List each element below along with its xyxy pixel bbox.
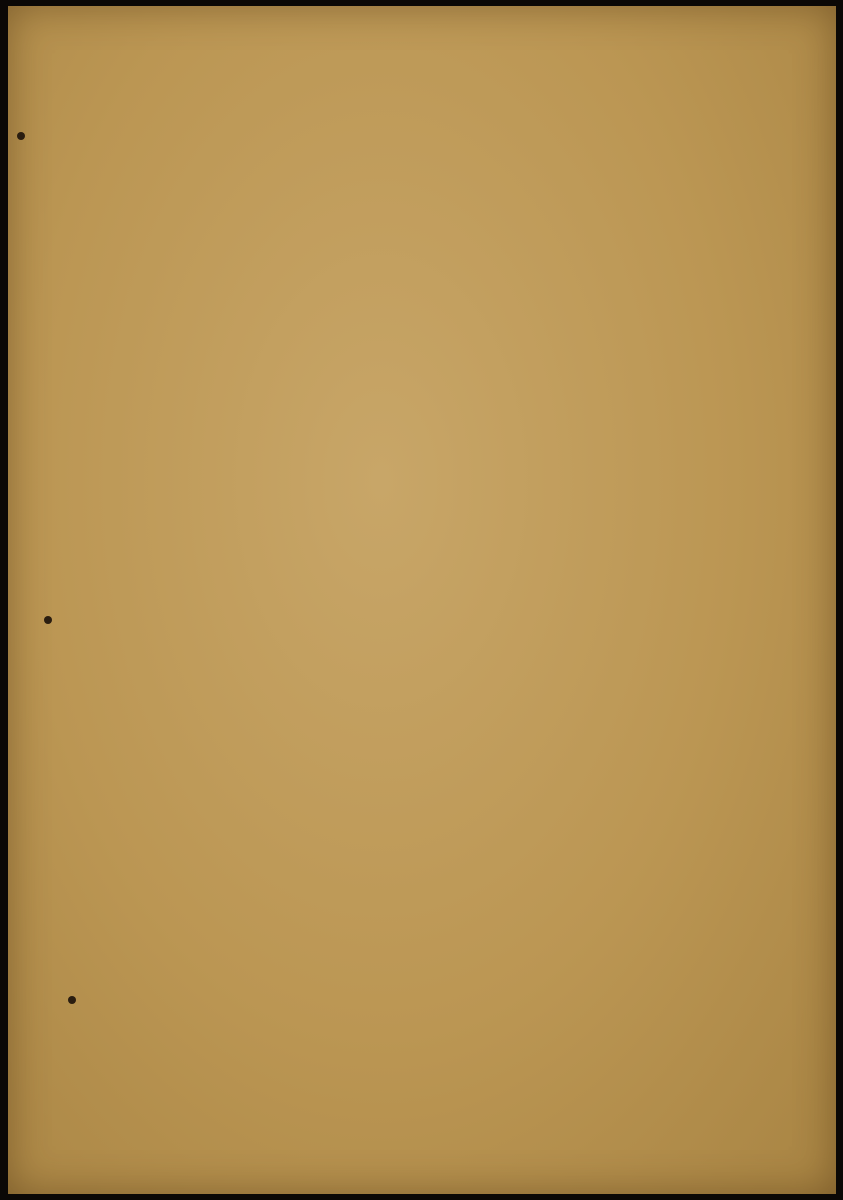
document-page xyxy=(8,6,836,1194)
binding-hole xyxy=(17,132,25,140)
binding-hole xyxy=(44,616,52,624)
binding-hole xyxy=(68,996,76,1004)
